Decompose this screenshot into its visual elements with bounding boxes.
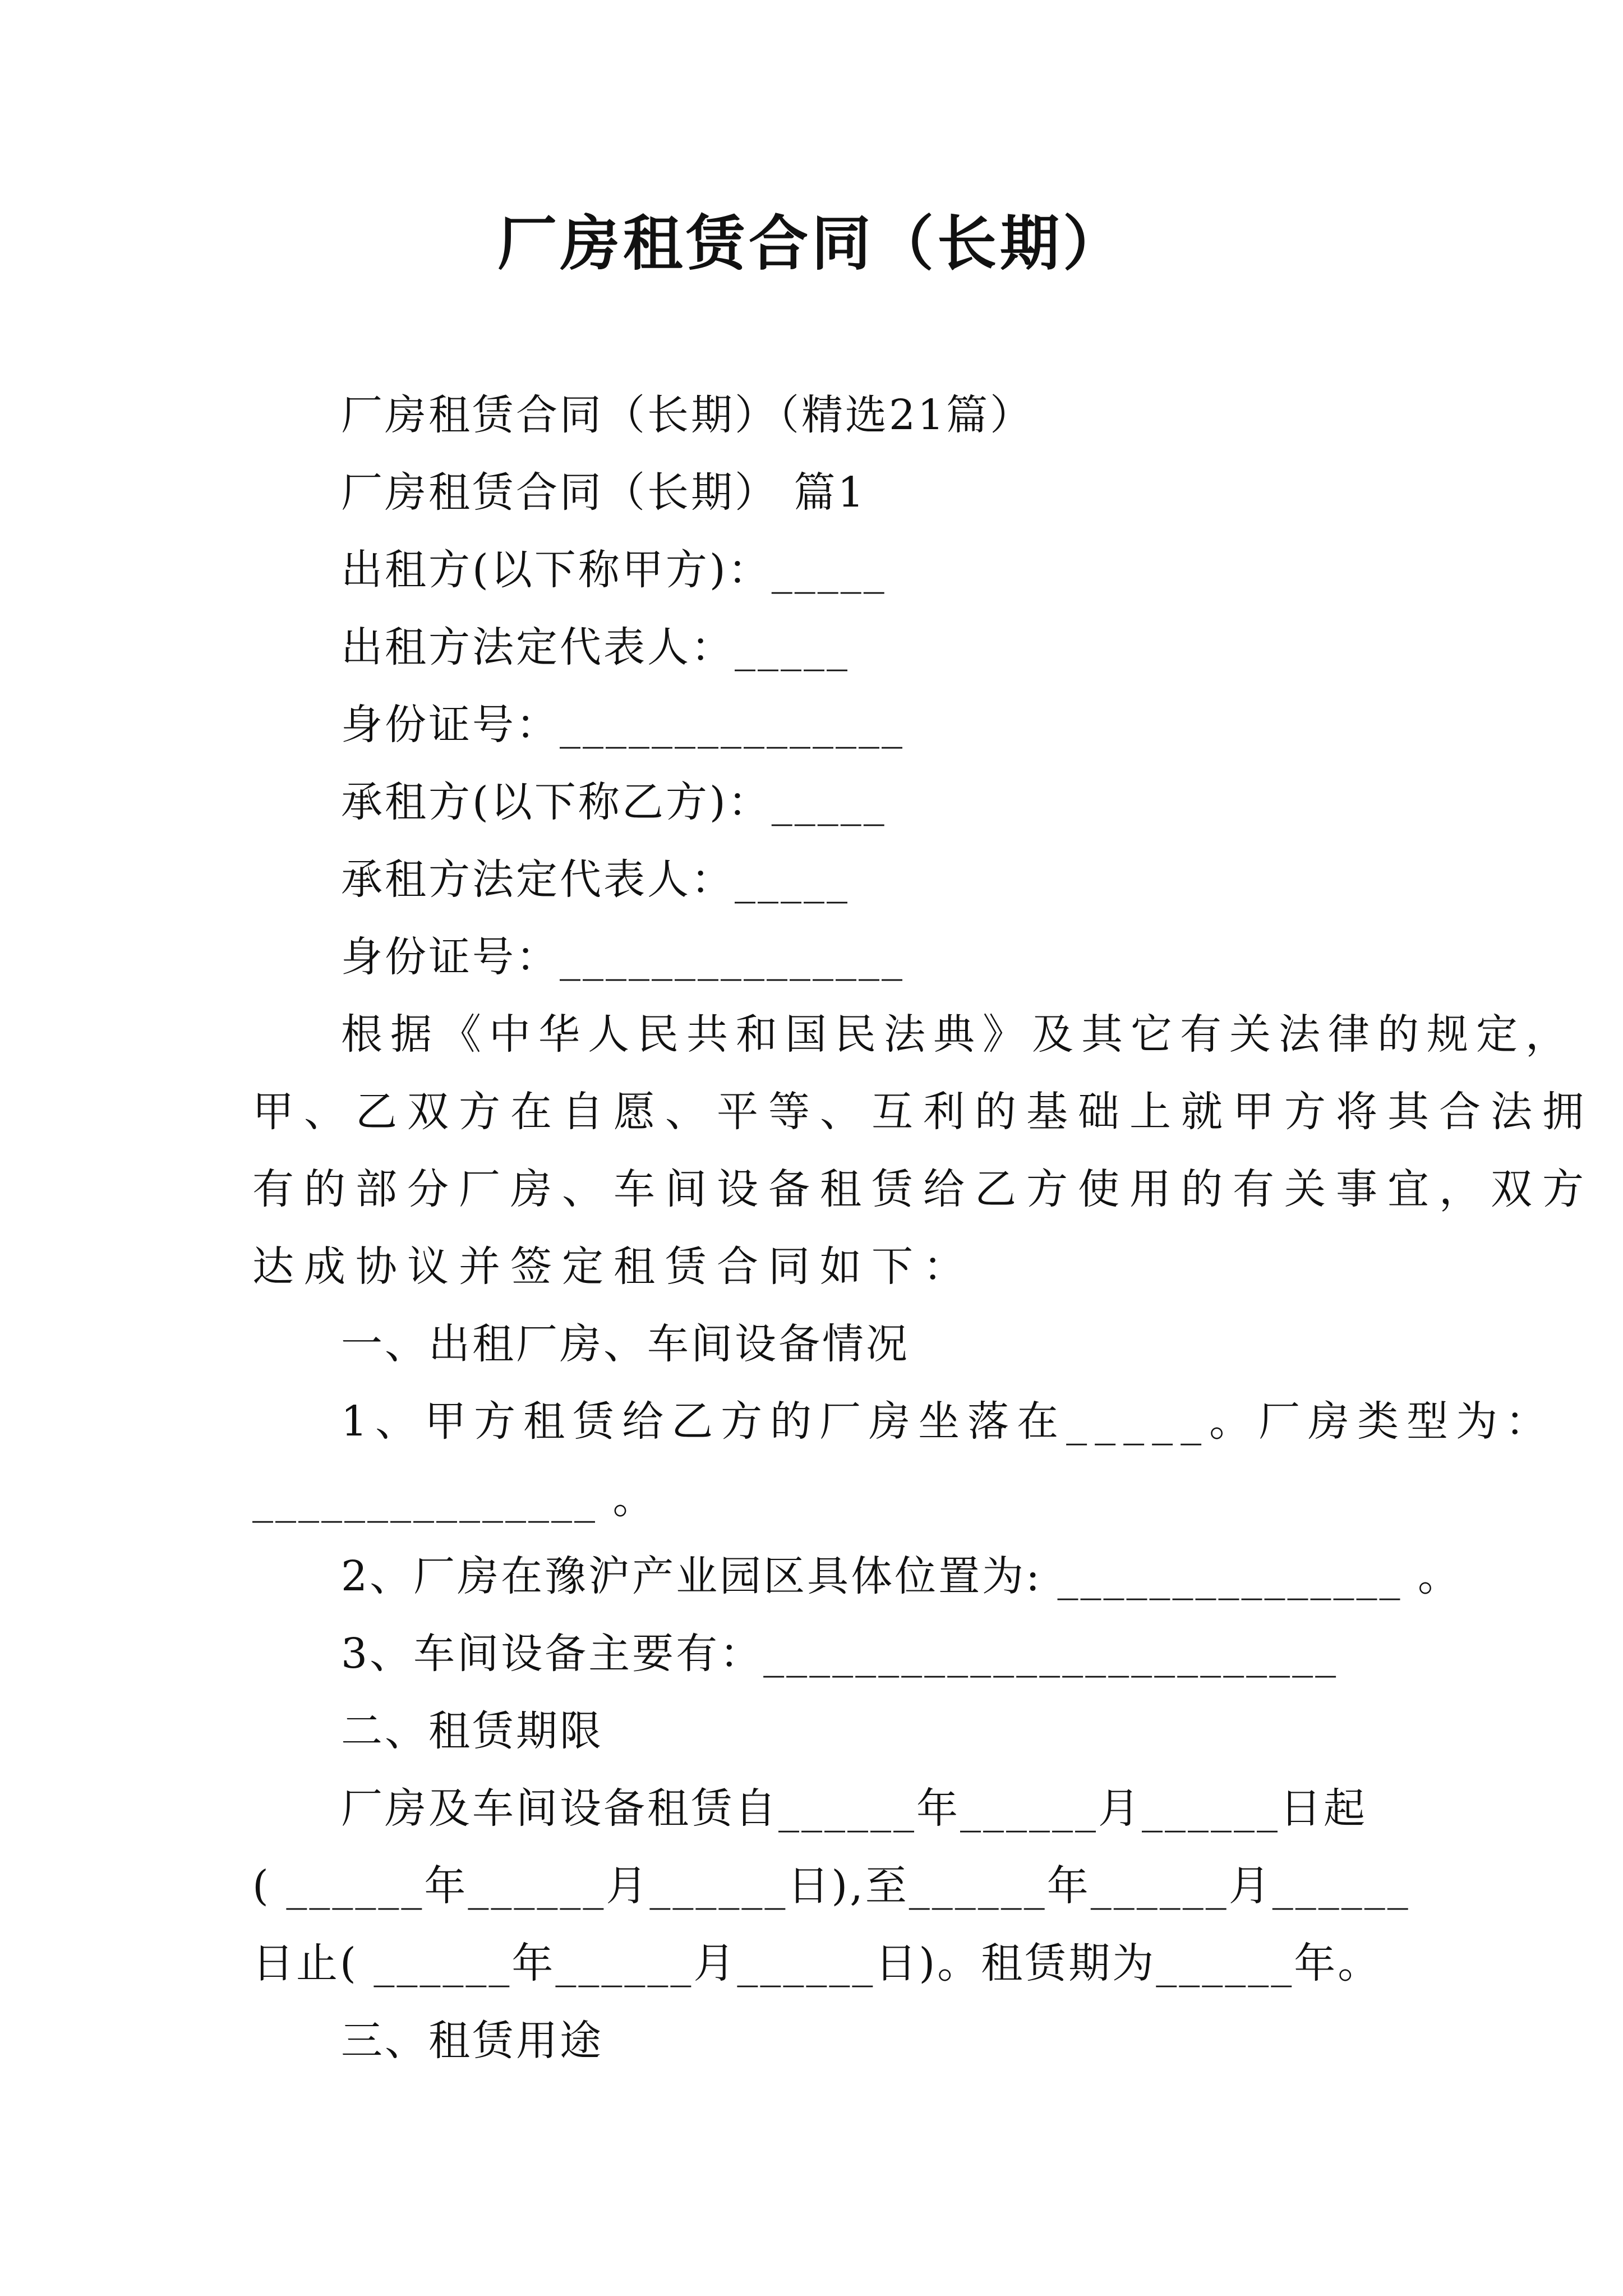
paragraph-line: 甲、乙双方在自愿、平等、互利的基础上就甲方将其合法拥	[252, 1088, 1594, 1136]
paragraph-line: 根据《中华人民共和国民法典》及其它有关法律的规定，	[341, 1010, 1575, 1059]
paragraph-line: 达成协议并签定租赁合同如下：	[252, 1243, 975, 1291]
paragraph-line: _______________ 。	[252, 1475, 657, 1523]
subtitle-line: 厂房租赁合同（长期）（精选21篇）	[341, 391, 1034, 439]
paragraph-line: 日止( ______年______月______日)。租赁期为______年。	[252, 1939, 1382, 1987]
section-heading-line: 二、租赁期限	[341, 1707, 603, 1755]
section-heading-line: 一、出租厂房、车间设备情况	[341, 1320, 910, 1368]
paragraph-line: 2、厂房在豫沪产业园区具体位置为: _______________ 。	[341, 1552, 1462, 1600]
paragraph-line: 1、甲方租赁给乙方的厂房坐落在_____。厂房类型为：	[341, 1397, 1555, 1446]
paragraph-line: ( ______年______月______日),至______年______月______	[252, 1862, 1410, 1910]
lessee-line: 承租方(以下称乙方)：_____	[341, 778, 887, 826]
lessor-id-line: 身份证号：_______________	[341, 701, 905, 749]
lessor-representative-line: 出租方法定代表人：_____	[341, 623, 850, 671]
paragraph-line: 3、车间设备主要有：_________________________	[341, 1630, 1339, 1678]
paragraph-line: 厂房及车间设备租赁自______年______月______日起	[341, 1784, 1367, 1833]
document-title: 厂房租赁合同（长期）	[497, 208, 1126, 278]
lessee-representative-line: 承租方法定代表人：_____	[341, 855, 850, 904]
lessor-line: 出租方(以下称甲方)：_____	[341, 546, 887, 594]
paragraph-line: 有的部分厂房、车间设备租赁给乙方使用的有关事宜，双方	[252, 1165, 1594, 1213]
section-heading-line: 厂房租赁合同（长期） 篇1	[341, 468, 866, 517]
lessee-id-line: 身份证号：_______________	[341, 933, 905, 981]
section-heading-line: 三、租赁用途	[341, 2017, 603, 2065]
